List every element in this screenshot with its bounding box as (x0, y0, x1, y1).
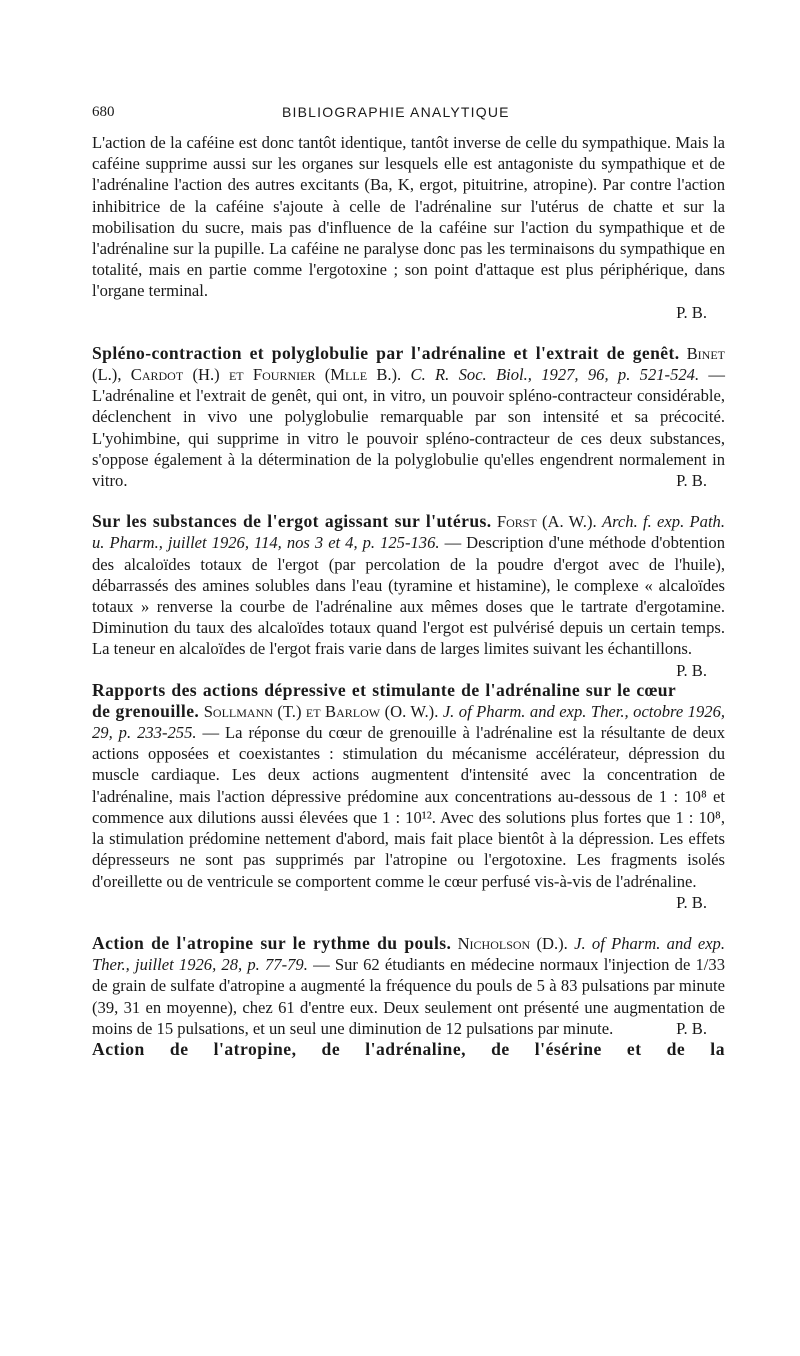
next-entry-title: Action de l'atropine, de l'adrénaline, de l'ésérine et de la (92, 1038, 725, 1059)
bibliography-entry (92, 933, 725, 1039)
entry-title: Sur les substances de l'ergot agissant sur l'utérus. (92, 511, 492, 532)
page-number: 680 (92, 104, 115, 120)
page-header (92, 104, 732, 126)
intro-paragraph: L'action de la caféine est donc tantôt identique, tantôt inverse de celle du sympathique. Mais la caféine supprime aussi sur les organes sur lesquels elle est antagoniste du sympathique et de l'adrénaline l'action des autres excitants (Ba, K, ergot, pituitrine, atropine). Par contre l'action inhibitrice de la caféine s'ajoute à celle de l'adrénaline sur l'utérus de chatte et sur la mobilisation du sucre, mais pas d'influence de la caféine sur l'action du sympathique et de l'adrénaline sur la pupille. La caféine ne paralyse donc pas les terminaisons du sympathique en totalité, mais en partie comme l'ergotoxine ; son point d'attaque est plus périphérique, dans l'organe terminal. (92, 133, 725, 301)
running-head: BIBLIOGRAPHIE ANALYTIQUE (282, 104, 510, 120)
entry-source: J. of Pharm. and exp. Ther., octobre 1926, 29, p. 233-255. (92, 701, 726, 743)
entry-authors: Forst (A. W.). (496, 512, 597, 532)
article-body (92, 132, 725, 1060)
bibliography-entry (92, 680, 725, 913)
entry-authors: Sollmann (T.) et Barlow (O. W.). (203, 701, 439, 721)
entry-initials: P. B. (676, 892, 707, 912)
entry-summary: — Description d'une méthode d'obtention des alcaloïdes totaux de l'ergot (par percolation de la poudre d'ergot avec de l'huile), débarrassés des amines solubles dans l'eau (tyramine et histamine), le complexe « alcaloïdes totaux » renverse la courbe de l'adrénaline aux mêmes doses que le tartrate d'ergotamine. Diminution du taux des alcaloïdes totaux quand l'ergot est pulvérisé depuis un certain temps. La teneur en alcaloïdes de l'ergot frais varie dans de larges limites suivant les échantillons. (92, 533, 725, 659)
entry-summary: — La réponse du cœur de grenouille à l'adrénaline est la résultante de deux actions opposées et coexistantes : stimulation du mécanisme accélérateur, dépression du muscle cardiaque. Les deux actions augmentent d'intensité avec la concentration de l'adrénaline, mais l'action dépressive prédomine aux concentrations au-dessous de 1 : 10⁸ et commence aux dilutions aussi élevées que 1 : 10¹². Avec des solutions plus fortes que 1 : 10⁸, la stimulation prédomine nettement d'abord, mais fait place bientôt à la dépression. Les effets dépresseurs ne sont pas supprimés par l'atropine ou l'ergotoxine. Les fragments isolés d'oreillette ou de ventricule se comportent comme le cœur perfusé vis-à-vis de l'adrénaline. (92, 723, 725, 891)
entry-source: Arch. f. exp. Path. u. Pharm., juillet 1926, 114, nos 3 et 4, p. 125-136. (92, 512, 725, 553)
entry-initials: P. B. (676, 1018, 707, 1038)
entry-authors: Nicholson (D.). (457, 933, 568, 953)
intro-initials: P. B. (676, 302, 707, 322)
entry-source: J. of Pharm. and exp. Ther., juillet 1926, 28, p. 77-79. (92, 933, 726, 975)
entry-authors: Binet (L.), Cardot (H.) et Fournier (Mlle B.). (92, 343, 725, 385)
entry-initials: P. B. (676, 471, 707, 491)
entry-summary: — Sur 62 étudiants en médecine normaux l'injection de 1/33 de grain de sulfate d'atropine a augmenté la fréquence du pouls de 5 à 83 pulsations par minute (39, 31 en moyenne), chez 61 d'entre eux. Deux seulement ont présenté une augmentation de moins de 15 pulsations, et un seul une diminution de 12 pulsations par minute. (92, 955, 725, 1038)
bibliography-entry (92, 511, 725, 680)
entry-summary: — L'adrénaline et l'extrait de genêt, qui ont, in vitro, un pouvoir spléno-contracteur considérable, déclenchent in vivo une polyglobulie remarquable par son intensité et sa précocité. L'yohimbine, qui supprime in vitro le pouvoir spléno-contracteur de ces deux substances, s'oppose également à la détermination de la polyglobulie qu'elles engendrent normalement in vitro. (92, 365, 725, 491)
bibliography-entry (92, 343, 725, 491)
entry-title: Rapports des actions dépressive et stimulante de l'adrénaline sur le cœur de grenouille. (92, 679, 677, 721)
entry-initials: P. B. (676, 660, 707, 680)
entry-title: Spléno-contraction et polyglobulie par l'adrénaline et l'extrait de genêt. (92, 342, 680, 363)
entry-title: Action de l'atropine sur le rythme du pouls. (92, 932, 452, 953)
entry-source: C. R. Soc. Biol., 1927, 96, p. 521-524. (410, 365, 700, 385)
